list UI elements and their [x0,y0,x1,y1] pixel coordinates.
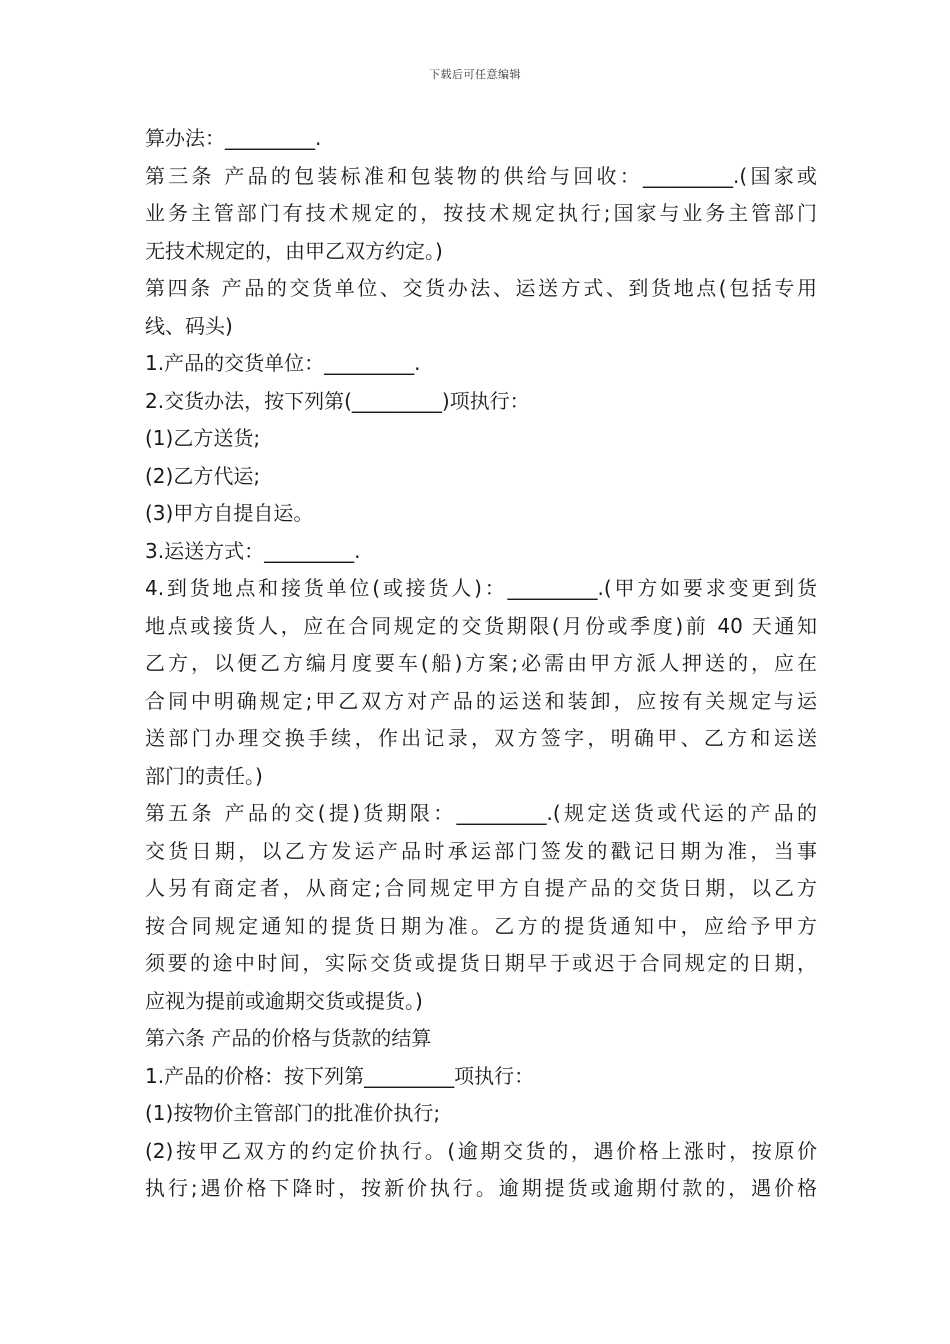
text-line: 人另有商定者，从商定;合同规定甲方自提产品的交货日期，以乙方 [145,876,817,900]
text-line: 第四条 产品的交货单位、交货办法、运送方式、到货地点(包括专用 [145,276,817,300]
text-line: 业务主管部门有技术规定的，按技术规定执行;国家与业务主管部门 [145,201,817,225]
text-line: 应视为提前或逾期交货或提货。) [145,988,423,1013]
text-line: 3.运送方式：_________. [145,538,361,563]
text-line: 乙方，以便乙方编月度要车(船)方案;必需由甲方派人押送的，应在 [145,651,817,675]
text-line: 地点或接货人，应在合同规定的交货期限(月份或季度)前 40 天通知 [145,613,817,638]
text-line: 执行;遇价格下降时，按新价执行。逾期提货或逾期付款的，遇价格 [145,1176,817,1200]
text-line: 第六条 产品的价格与货款的结算 [145,1026,432,1050]
document-body [145,120,817,1208]
text-line: (1)乙方送货; [145,426,261,450]
text-line: 须要的途中时间，实际交货或提货日期早于或迟于合同规定的日期， [145,951,817,975]
text-line: 合同中明确规定;甲乙双方对产品的运送和装卸，应按有关规定与运 [145,688,817,713]
text-line: 2.交货办法，按下列第(_________)项执行： [145,388,530,413]
page-header: 下载后可任意编辑 [429,68,521,81]
text-line: 1.产品的价格：按下列第_________项执行： [145,1063,535,1088]
text-line: 算办法：_________. [145,126,322,150]
text-line: 部门的责任。) [145,763,263,788]
text-line: 第五条 产品的交(提)货期限：_________.(规定送货或代运的产品的 [145,801,817,825]
text-line: (1)按物价主管部门的批准价执行; [145,1101,441,1125]
text-line: 无技术规定的，由甲乙双方约定。) [145,238,443,263]
text-line: 第三条 产品的包装标准和包装物的供给与回收：_________.(国家或 [145,163,817,188]
text-line: 按合同规定通知的提货日期为准。乙方的提货通知中，应给予甲方 [145,913,817,938]
text-line: (2)乙方代运; [145,463,261,488]
text-line: 1.产品的交货单位：_________. [145,351,421,375]
text-line: 交货日期，以乙方发运产品时承运部门签发的戳记日期为准，当事 [145,838,817,863]
text-line: (2)按甲乙双方的约定价执行。(逾期交货的，遇价格上涨时，按原价 [145,1138,817,1163]
text-line: 4.到货地点和接货单位(或接货人)：_________.(甲方如要求变更到货 [145,576,817,600]
text-line: 线、码头) [145,313,233,338]
text-line: (3)甲方自提自运。 [145,501,314,525]
text-line: 送部门办理交换手续，作出记录，双方签字，明确甲、乙方和运送 [145,726,817,750]
